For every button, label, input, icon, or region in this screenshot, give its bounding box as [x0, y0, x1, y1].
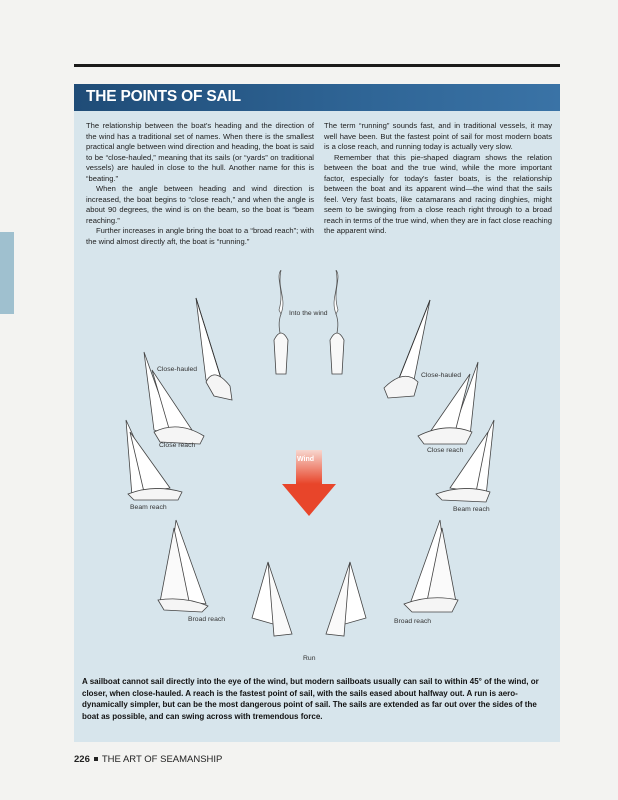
label-beam-reach-left: Beam reach — [130, 504, 167, 511]
label-close-reach-left: Close reach — [159, 442, 196, 449]
intro-left-paragraph: Further increases in angle bring the boat to a “broad reach”; with the wind almost directly aft, the boat is “running.” — [86, 226, 314, 246]
boat-close-hauled-right — [384, 300, 430, 398]
boat-broad-reach-right — [404, 520, 458, 612]
top-rule — [74, 64, 560, 67]
points-of-sail-diagram — [74, 270, 560, 670]
boat-close-hauled-left — [196, 298, 232, 400]
label-close-hauled-left: Close-hauled — [157, 366, 198, 373]
intro-right-paragraph: Remember that this pie-shaped diagram shows the relation between the boat and the true wind, while the more important factor, especially for today's faster boats, is the relationship between the boat and its apparent wind—the wind that the sails feel. Very fast boats, like catamarans and racing dinghies, might seem to be swinging from a close reach right through to a broad reach in terms of the true wind, when they are in fact close reaching the apparent wind. — [324, 152, 552, 235]
page-number: 226 — [74, 754, 90, 765]
section-header — [74, 84, 560, 111]
intro-left-column — [86, 121, 314, 247]
boat-into-wind-left — [274, 270, 288, 374]
page-edge-tab — [0, 232, 14, 314]
boat-run-left — [252, 562, 292, 636]
label-broad-reach-right: Broad reach — [394, 618, 432, 625]
label-close-reach-right: Close reach — [427, 447, 464, 454]
diagram-caption: A sailboat cannot sail directly into the eye of the wind, but modern sailboats usually can sail to within 45° of the wind, or closer, when close-hauled. A reach is the fastest point of sail, with the sails eased about halfway out. A run is aero-dynamically simpler, but can be the most dangerous point of sail. The sails are extended as far out over the sides of the boat as possible, and can swing across with tremendous force. — [82, 677, 539, 721]
boat-broad-reach-left — [158, 520, 208, 612]
label-run: Run — [303, 655, 316, 662]
intro-left-paragraph: When the angle between heading and wind direction is increased, the boat begins to “close reach,” and when the angle is about 90 degrees, the wind is on the beam, so the boat is “beam reaching.” — [86, 184, 314, 225]
label-beam-reach-right: Beam reach — [453, 506, 490, 513]
label-broad-reach-left: Broad reach — [188, 616, 226, 623]
running-title: THE ART OF SEAMANSHIP — [101, 754, 223, 765]
intro-right-paragraph: The term “running” sounds fast, and in traditional vessels, it may well have been. But the fastest point of sail for most modern boats is a close reach, and running today is actually very slow. — [324, 121, 552, 151]
intro-right-column — [324, 121, 552, 237]
intro-left-paragraph: The relationship between the boat's heading and the direction of the wind has a traditional set of names. When there is the smallest practical angle between wind direction and heading, the boat is said to be “close-hauled,” meaning that its sails (or “yards” on traditional vessels) are hauled in close to the hull. Another name for this is “beating.” — [86, 121, 314, 183]
label-wind: Wind — [297, 456, 315, 463]
boat-into-wind-right — [330, 270, 344, 374]
label-into-the-wind: Into the wind — [289, 310, 328, 317]
label-close-hauled-right: Close-hauled — [421, 372, 462, 379]
page-footer — [74, 754, 222, 765]
section-title: THE POINTS OF SAIL — [86, 88, 241, 105]
footer-separator — [94, 757, 98, 761]
boat-run-right — [326, 562, 366, 636]
